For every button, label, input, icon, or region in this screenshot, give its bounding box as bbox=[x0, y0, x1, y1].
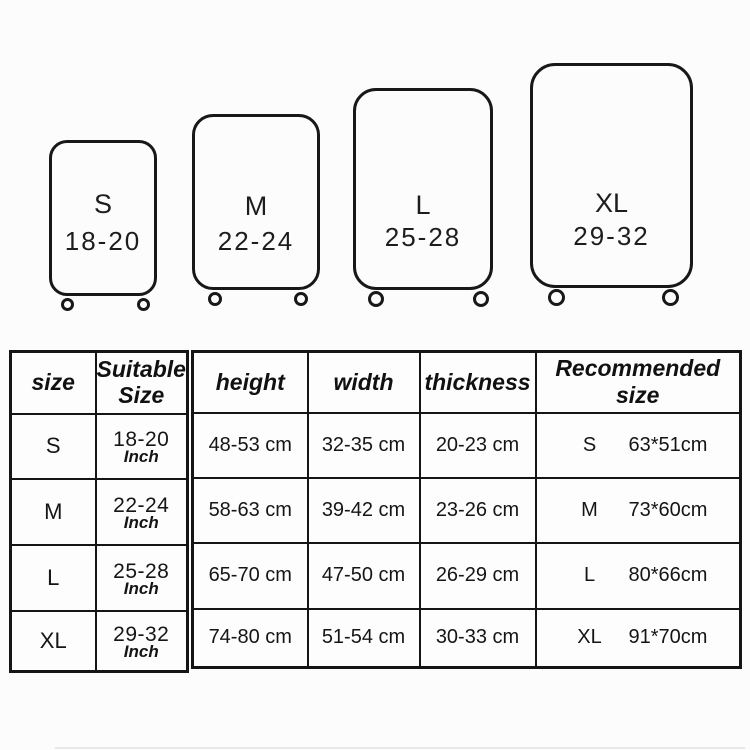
recommended-size-dim: 73*60cm bbox=[628, 498, 708, 521]
suitcase-size-range: 29-32 bbox=[573, 221, 650, 251]
range-value: 25-28 bbox=[113, 559, 170, 583]
table-header-row bbox=[11, 352, 188, 414]
table-row bbox=[11, 479, 188, 545]
bottom-edge-artifact bbox=[55, 747, 745, 749]
size-cell: L bbox=[11, 545, 96, 611]
recommended-cell bbox=[536, 478, 741, 543]
recommended-size-code: L bbox=[583, 564, 596, 586]
range-unit: Inch bbox=[123, 447, 159, 466]
suitcase-size-label: XL bbox=[594, 188, 629, 218]
suitcase-handle-icon bbox=[240, 105, 272, 121]
recommended-cell bbox=[536, 609, 741, 668]
size-cell: XL bbox=[11, 611, 96, 672]
table-row bbox=[193, 478, 741, 543]
column-header-suitable-size: Suitable Size bbox=[96, 352, 188, 414]
recommended-cell bbox=[536, 543, 741, 609]
suitable-size-cell bbox=[96, 545, 188, 611]
column-header-width: width bbox=[308, 352, 420, 413]
suitcase-wheel-icon bbox=[61, 298, 74, 311]
table-row bbox=[11, 414, 188, 479]
suitcase-size-label: M bbox=[244, 191, 268, 221]
thickness-cell: 30-33 cm bbox=[420, 609, 536, 668]
range-value: 29-32 bbox=[113, 622, 170, 646]
table-row bbox=[11, 545, 188, 611]
suitcase-outline-l bbox=[353, 88, 493, 290]
suitcase-wheel-icon bbox=[473, 291, 489, 307]
recommended-size-code: XL bbox=[577, 626, 602, 649]
recommended-size-dim: 63*51cm bbox=[628, 433, 708, 456]
suitcase-handle-icon bbox=[588, 49, 636, 70]
suitcase-handle-icon bbox=[402, 76, 444, 95]
suitcase-size-range: 25-28 bbox=[384, 222, 462, 252]
width-cell: 51-54 cm bbox=[308, 609, 420, 668]
range-value: 18-20 bbox=[113, 428, 170, 451]
suitcase-wheel-icon bbox=[208, 292, 222, 306]
size-cell: S bbox=[11, 414, 96, 479]
column-header-thickness: thickness bbox=[420, 352, 536, 413]
column-header-recommended: Recommended size bbox=[536, 352, 741, 413]
table-row bbox=[193, 609, 741, 668]
height-cell: 65-70 cm bbox=[193, 543, 308, 609]
suitcase-size-range: 22-24 bbox=[217, 226, 295, 256]
recommended-size-code: M bbox=[581, 498, 598, 521]
suitcase-outline-s bbox=[49, 140, 157, 296]
thickness-cell: 26-29 cm bbox=[420, 543, 536, 609]
range-unit: Inch bbox=[123, 512, 159, 532]
range-value: 22-24 bbox=[113, 493, 170, 517]
column-header-height: height bbox=[193, 352, 308, 413]
table-header-row bbox=[193, 352, 741, 413]
height-cell: 58-63 cm bbox=[193, 478, 308, 543]
range-unit: Inch bbox=[123, 641, 159, 661]
recommended-cell bbox=[536, 413, 741, 478]
dimensions-table bbox=[191, 350, 742, 669]
suitcase-handle-icon bbox=[87, 132, 119, 147]
suitcase-outline-m bbox=[192, 114, 320, 290]
size-cell: M bbox=[11, 479, 96, 545]
suitcase-wheel-icon bbox=[137, 298, 150, 311]
suitable-size-cell bbox=[96, 611, 188, 672]
width-cell: 39-42 cm bbox=[308, 478, 420, 543]
width-cell: 47-50 cm bbox=[308, 543, 420, 609]
suitcase-wheel-icon bbox=[548, 289, 565, 306]
table-row bbox=[11, 611, 188, 672]
suitable-size-cell bbox=[96, 479, 188, 545]
height-cell: 74-80 cm bbox=[193, 609, 308, 668]
suitable-size-cell bbox=[96, 414, 188, 479]
recommended-size-dim: 80*66cm bbox=[628, 564, 708, 586]
suitcase-wheel-icon bbox=[662, 289, 679, 306]
table-row bbox=[193, 413, 741, 478]
range-unit: Inch bbox=[123, 578, 159, 598]
table-row bbox=[193, 543, 741, 609]
suitcase-wheel-icon bbox=[294, 292, 308, 306]
recommended-size-code: S bbox=[582, 433, 597, 456]
suitcase-wheel-icon bbox=[368, 291, 384, 307]
thickness-cell: 23-26 cm bbox=[420, 478, 536, 543]
thickness-cell: 20-23 cm bbox=[420, 413, 536, 478]
width-cell: 32-35 cm bbox=[308, 413, 420, 478]
suitcase-size-label: S bbox=[93, 189, 112, 219]
height-cell: 48-53 cm bbox=[193, 413, 308, 478]
suitcase-outline-xl bbox=[530, 63, 693, 288]
suitcase-size-range: 18-20 bbox=[64, 226, 142, 256]
suitable-size-table bbox=[9, 350, 189, 673]
column-header-size: size bbox=[11, 352, 96, 414]
recommended-size-dim: 91*70cm bbox=[628, 626, 708, 649]
suitcase-size-label: L bbox=[415, 190, 431, 220]
